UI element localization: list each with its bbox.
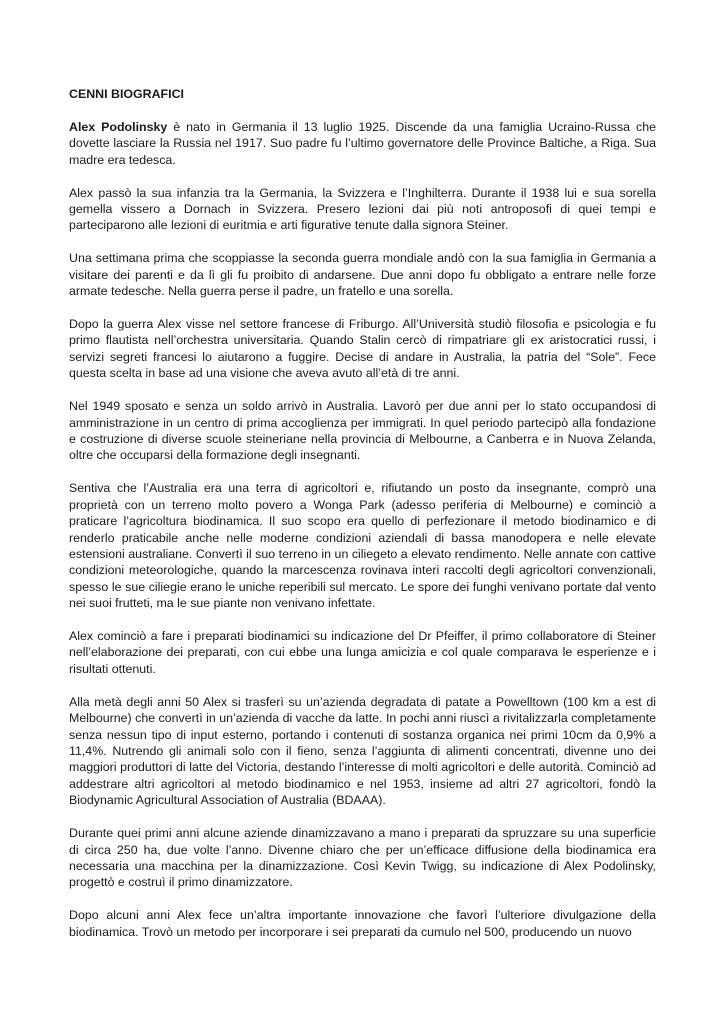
intro-text: è nato in Germania il 13 luglio 1925. Discende da una famiglia Ucraino-Russa che dovette lasciare la Russia nel 1917. Suo padre fu l’ultimo governatore delle Province Baltiche, a Riga. Sua madre era tedesca. [69,119,657,167]
paragraph-powelltown: Alla metà degli anni 50 Alex si trasferì su un’azienda degradata di patate a Powelltown (100 km a est di Melbourne) che convertì in un’azienda di vacche da latte. In pochi anni riuscì a rivitalizzarla completamente senza nessun tipo di input esterno, portando i contenuti di sostanza organica nei primi 10cm da 0,9% a 11,4%. Nutrendo gli animali solo con il fieno, senza l’aggiunta di alimenti concentrati, divenne uno dei maggiori produttori di latte del Victoria, destando l’interesse di molti agricoltori e delle autorità. Cominciò ad addestrare altri agricoltori al metodo biodinamico e nel 1953, insieme ad altri 27 agricoltori, fondò la Biodynamic Agricultural Association of Australia (BDAAA). [69,694,656,808]
paragraph-dynamizer: Durante quei primi anni alcune aziende dinamizzavano a mano i preparati da spruzzare su una superficie di circa 250 ha, due volte l’anno. Divenne chiaro che per un’efficace diffusione della biodinamica era necessaria una macchina per la dinamizzazione. Così Kevin Twigg, su indicazione di Alex Podolinsky, progettò e costruì il primo dinamizzatore. [69,826,656,890]
paragraph-pfeiffer: Alex cominciò a fare i preparati biodinamici su indicazione del Dr Pfeiffer, il primo collaboratore di Steiner nell’elaborazione dei preparati, con cui ebbe una lunga amicizia e col quale comparava le esperienze e i risultati ottenuti. [69,629,656,676]
document-heading: CENNI BIOGRAFICI [69,87,184,101]
paragraph-australia-arrival: Nel 1949 sposato e senza un soldo arrivò in Australia. Lavorò per due anni per lo stato occupandosi di amministrazione in un centro di prima accoglienza per immigrati. In quel periodo partecipò alla fondazione e costruzione di diverse scuole steineriane nella provincia di Melbourne, a Canberra e in Nuova Zelanda, oltre che occuparsi della formazione degli insegnanti. [69,399,656,463]
intro-paragraph [69,119,656,168]
document-page [69,86,656,940]
paragraph-friburgo: Dopo la guerra Alex visse nel settore francese di Friburgo. All’Università studiò filosofia e psicologia e fu primo flautista nell’orchestra universitaria. Quando Stalin cercò di rimpatriare gli ex aristocratici russi, i servizi segreti francesi lo aiutarono a fuggire. Decise di andare in Australia, la patria del “Sole”. Fece questa scelta in base ad una visione che aveva avuto all’età di tre anni. [69,317,656,381]
paragraph-innovation: Dopo alcuni anni Alex fece un’altra importante innovazione che favorì l’ulteriore divulgazione della biodinamica. Trovò un metodo per incorporare i sei preparati da cumulo nel 500, producendo un nuovo [69,908,656,939]
paragraph-war: Una settimana prima che scoppiasse la seconda guerra mondiale andò con la sua famiglia in Germania a visitare dei parenti e da lì gli fu proibito di andarsene. Due anni dopo fu obbligato a entrare nelle forze armate tedesche. Nella guerra perse il padre, un fratello e una sorella. [69,251,656,299]
paragraph-wonga-park: Sentiva che l’Australia era una terra di agricoltori e, rifiutando un posto da insegnante, comprò una proprietà con un terreno molto povero a Wonga Park (adesso periferia di Melbourne) e cominciò a praticare l’agricoltura biodinamica. Il suo scopo era quello di perfezionare il metodo biodinamico e di renderlo praticabile anche nelle moderne condizioni aziendali di bassa manodopera e nelle elevate estensioni australiane. Convertì il suo terreno in un ciliegeto a elevato rendimento. Nelle annate con cattive condizioni meteorologiche, quando la marcescenza rovinava interi raccolti degli agricoltori convenzionali, spesso le sue ciliegie erano le uniche reperibili sul mercato. Le spore dei funghi venivano portate dal vento nei suoi frutteti, ma le sue piante non venivano infettate. [69,481,656,611]
subject-name: Alex Podolinsky [69,119,168,134]
paragraph-childhood: Alex passò la sua infanzia tra la Germania, la Svizzera e l’Inghilterra. Durante il 1938 lui e sua sorella gemella vissero a Dornach in Svizzera. Presero lezioni dai più noti antroposofi di quei tempi e parteciparono alle lezioni di euritmia e arti figurative tenute dalla signora Steiner. [69,185,656,233]
